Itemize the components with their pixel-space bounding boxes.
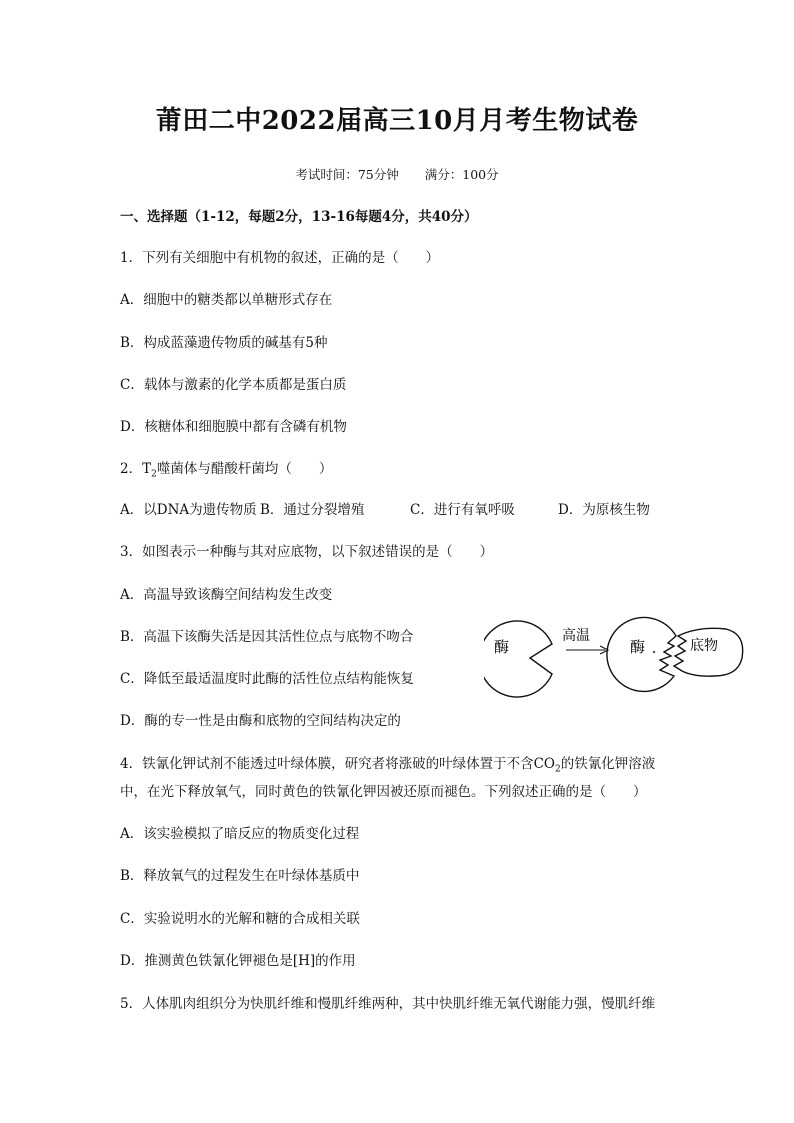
question-2-stem-pre: 2．T (120, 461, 152, 477)
question-1-option-a: A．细胞中的糖类都以单糖形式存在 (120, 292, 333, 308)
question-4-stem-post: 的铁氰化钾溶液 (560, 756, 656, 772)
question-2-option-b: B．通过分裂增殖 (260, 502, 365, 518)
question-2-options (120, 501, 650, 519)
exam-info (0, 165, 794, 183)
question-3-option-c: C．降低至最适温度时此酶的活性位点结构能恢复 (120, 671, 414, 687)
exam-time: 考试时间：75分钟 (295, 167, 399, 182)
question-2-stem (120, 460, 332, 478)
question-3-option-b: B．高温下该酶失活是因其活性位点与底物不吻合 (120, 629, 414, 645)
question-2-stem-post: 噬菌体与醋酸杆菌均（ ） (156, 461, 333, 477)
question-4-stem-sub: 2 (555, 764, 561, 775)
enzyme-diagram (484, 616, 746, 700)
question-4-stem-line2: 中，在光下释放氧气，同时黄色的铁氰化钾因被还原而褪色。下列叙述正确的是（ ） (120, 784, 647, 800)
question-1-option-c: C．载体与激素的化学本质都是蛋白质 (120, 377, 347, 393)
question-1-option-b: B．构成蓝藻遗传物质的碱基有5种 (120, 335, 328, 351)
question-2-stem-sub: 2 (151, 469, 157, 480)
question-4-option-a: A．该实验模拟了暗反应的物质变化过程 (120, 826, 360, 842)
exam-score: 满分：100分 (424, 167, 499, 182)
question-2-option-a: A．以DNA为遗传物质 (120, 502, 257, 518)
page-title: 莆田二中2022届高三10月月考生物试卷 (155, 106, 639, 136)
dot-mark (653, 651, 655, 653)
question-2-option-d: D．为原核生物 (558, 502, 650, 518)
question-4-option-b: B．释放氧气的过程发生在叶绿体基质中 (120, 868, 360, 884)
enzyme-label: 酶 (494, 638, 510, 656)
section-heading: 一、选择题（1-12，每题2分，13-16每题4分，共40分） (120, 209, 478, 225)
question-1-option-d: D．核糖体和细胞膜中都有含磷有机物 (120, 419, 347, 435)
question-4-stem-line1 (120, 755, 655, 773)
arrow-label: 高温 (562, 628, 590, 644)
enzyme-shape (484, 621, 552, 697)
question-3-option-a: A．高温导致该酶空间结构发生改变 (120, 587, 333, 603)
question-3-option-d: D．酶的专一性是由酶和底物的空间结构决定的 (120, 713, 401, 729)
question-4-stem-pre: 4．铁氰化钾试剂不能透过叶绿体膜，研究者将涨破的叶绿体置于不含CO (120, 756, 555, 772)
question-5-stem-line1: 5．人体肌肉组织分为快肌纤维和慢肌纤维两种，其中快肌纤维无氧代谢能力强，慢肌纤维 (120, 996, 656, 1012)
question-1-stem: 1．下列有关细胞中有机物的叙述，正确的是（ ） (120, 250, 440, 266)
enzyme-label-2: 酶 (630, 638, 646, 656)
question-4-option-c: C．实验说明水的光解和糖的合成相关联 (120, 911, 360, 927)
substrate-label: 底物 (690, 638, 718, 654)
question-2-option-c: C．进行有氧呼吸 (410, 502, 515, 518)
question-4-option-d: D．推测黄色铁氰化钾褪色是[H]的作用 (120, 953, 356, 969)
question-3-stem: 3．如图表示一种酶与其对应底物，以下叙述错误的是（ ） (120, 544, 494, 560)
